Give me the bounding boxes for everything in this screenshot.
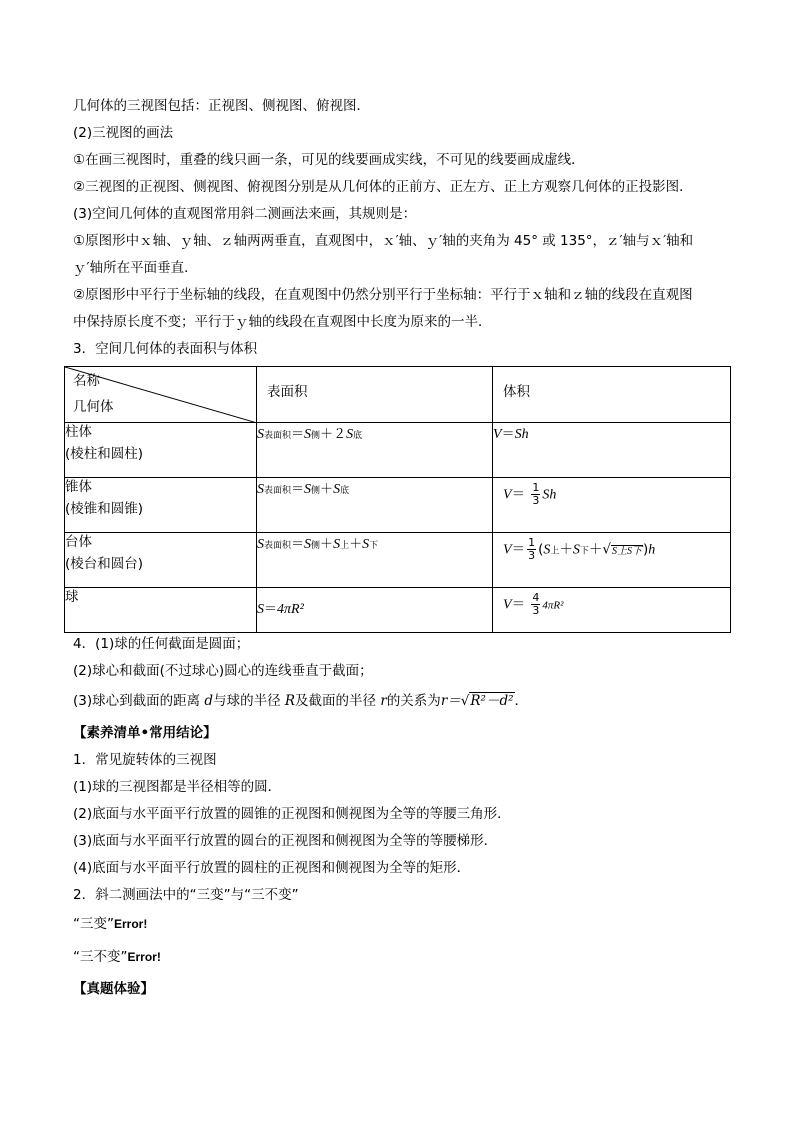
- volume-formula-sphere: V＝ $\frac{4}{3}$ 4πR²: [493, 588, 731, 633]
- text-line-with-formula: (3)球心到截面的距离 d与球的半径 R及截面的半径 r的关系为r＝√R²－d²．: [73, 693, 529, 709]
- geometry-table: [64, 366, 731, 633]
- section-heading: 【真题体验】: [73, 981, 154, 997]
- text-line: ②三视图的正视图、侧视图、俯视图分别是从几何体的正前方、正左方、正上方观察几何体的正投影图．: [73, 179, 693, 195]
- text-line: 几何体的三视图包括：正视图、侧视图、俯视图．: [73, 98, 370, 114]
- text-line: “三变”Error!: [73, 916, 148, 932]
- text-line: 2．斜二测画法中的“三变”与“三不变”: [73, 887, 299, 903]
- text-line: (2)三视图的画法: [73, 125, 174, 141]
- text-line: ｙ′轴所在平面垂直．: [73, 260, 198, 276]
- text-line: (1)球的三视图都是半径相等的圆．: [73, 779, 282, 795]
- row-name: 锥体: [65, 479, 92, 495]
- text-line: 1．常见旋转体的三视图: [73, 752, 217, 768]
- surface-formula-pyramid: S表面积＝S侧＋S底: [257, 478, 493, 533]
- fraction: $\frac{1}{3}$: [528, 536, 536, 562]
- volume-formula-pyramid: V＝ $\frac{1}{3}$ Sh: [493, 478, 731, 533]
- row-subname: (棱锥和圆锥): [65, 501, 144, 517]
- header-surface-area: 表面积: [257, 367, 493, 423]
- row-name-cell: [65, 588, 257, 633]
- corner-bottom-label: 几何体: [73, 399, 114, 415]
- row-subname: (棱柱和圆柱): [65, 446, 144, 462]
- row-name: 台体: [65, 534, 92, 550]
- sqrt-sign: √: [602, 541, 611, 558]
- sqrt-sign: √: [460, 693, 470, 709]
- row-name: 球: [65, 589, 79, 605]
- text-line: (3)空间几何体的直观图常用斜二测画法来画，其规则是：: [73, 206, 417, 222]
- text-line: ②原图形中平行于坐标轴的线段，在直观图中仍然分别平行于坐标轴：平行于ｘ轴和ｚ轴的线段在直观图: [73, 287, 693, 303]
- text-line: 中保持原长度不变；平行于ｙ轴的线段在直观图中长度为原来的一半．: [73, 314, 492, 330]
- row-name-cell: [65, 533, 257, 588]
- section-heading: 【素养清单•常用结论】: [73, 725, 217, 741]
- surface-formula-frustum: S表面积＝S侧＋S上＋S下: [257, 533, 493, 588]
- text-line: ①在画三视图时，重叠的线只画一条，可见的线要画成实线，不可见的线要画成虚线．: [73, 152, 585, 168]
- volume-formula-frustum: V＝ $\frac{1}{3}$ (S上＋S下＋√S上S下)h: [493, 533, 731, 588]
- error-text: Error!: [127, 950, 161, 964]
- text-line: (2)球心和截面(不过球心)圆心的连线垂直于截面；: [73, 663, 373, 679]
- surface-formula-prism: S表面积＝S侧＋２S底: [257, 423, 493, 478]
- row-name: 柱体: [65, 424, 92, 440]
- error-text: Error!: [114, 917, 148, 931]
- fraction: $\frac{1}{3}$: [532, 481, 540, 507]
- surface-formula-sphere: S＝4πR²: [257, 588, 493, 633]
- text-line: “三不变”Error!: [73, 949, 161, 965]
- text-line: 4．(1)球的任何截面是圆面；: [73, 636, 250, 652]
- text-line: (3)底面与水平面平行放置的圆台的正视图和侧视图为全等的等腰梯形．: [73, 833, 498, 849]
- header-volume: 体积: [493, 367, 731, 423]
- row-name-cell: [65, 423, 257, 478]
- fraction: $\frac{4}{3}$: [532, 591, 540, 617]
- row-subname: (棱台和圆台): [65, 556, 144, 572]
- text-line: (4)底面与水平面平行放置的圆柱的正视图和侧视图为全等的矩形．: [73, 860, 471, 876]
- corner-top-label: 名称: [73, 373, 100, 389]
- volume-formula-prism: V＝Sh: [493, 423, 731, 478]
- row-name-cell: [65, 478, 257, 533]
- text-line: (2)底面与水平面平行放置的圆锥的正视图和侧视图为全等的等腰三角形．: [73, 806, 511, 822]
- text-line: 3．空间几何体的表面积与体积: [73, 341, 258, 357]
- text-line: ①原图形中ｘ轴、ｙ轴、ｚ轴两两垂直，直观图中，ｘ′轴、ｙ′轴的夹角为 45° 或 135°，ｚ′轴与ｘ′轴和: [73, 233, 694, 249]
- corner-header-cell: [65, 367, 257, 423]
